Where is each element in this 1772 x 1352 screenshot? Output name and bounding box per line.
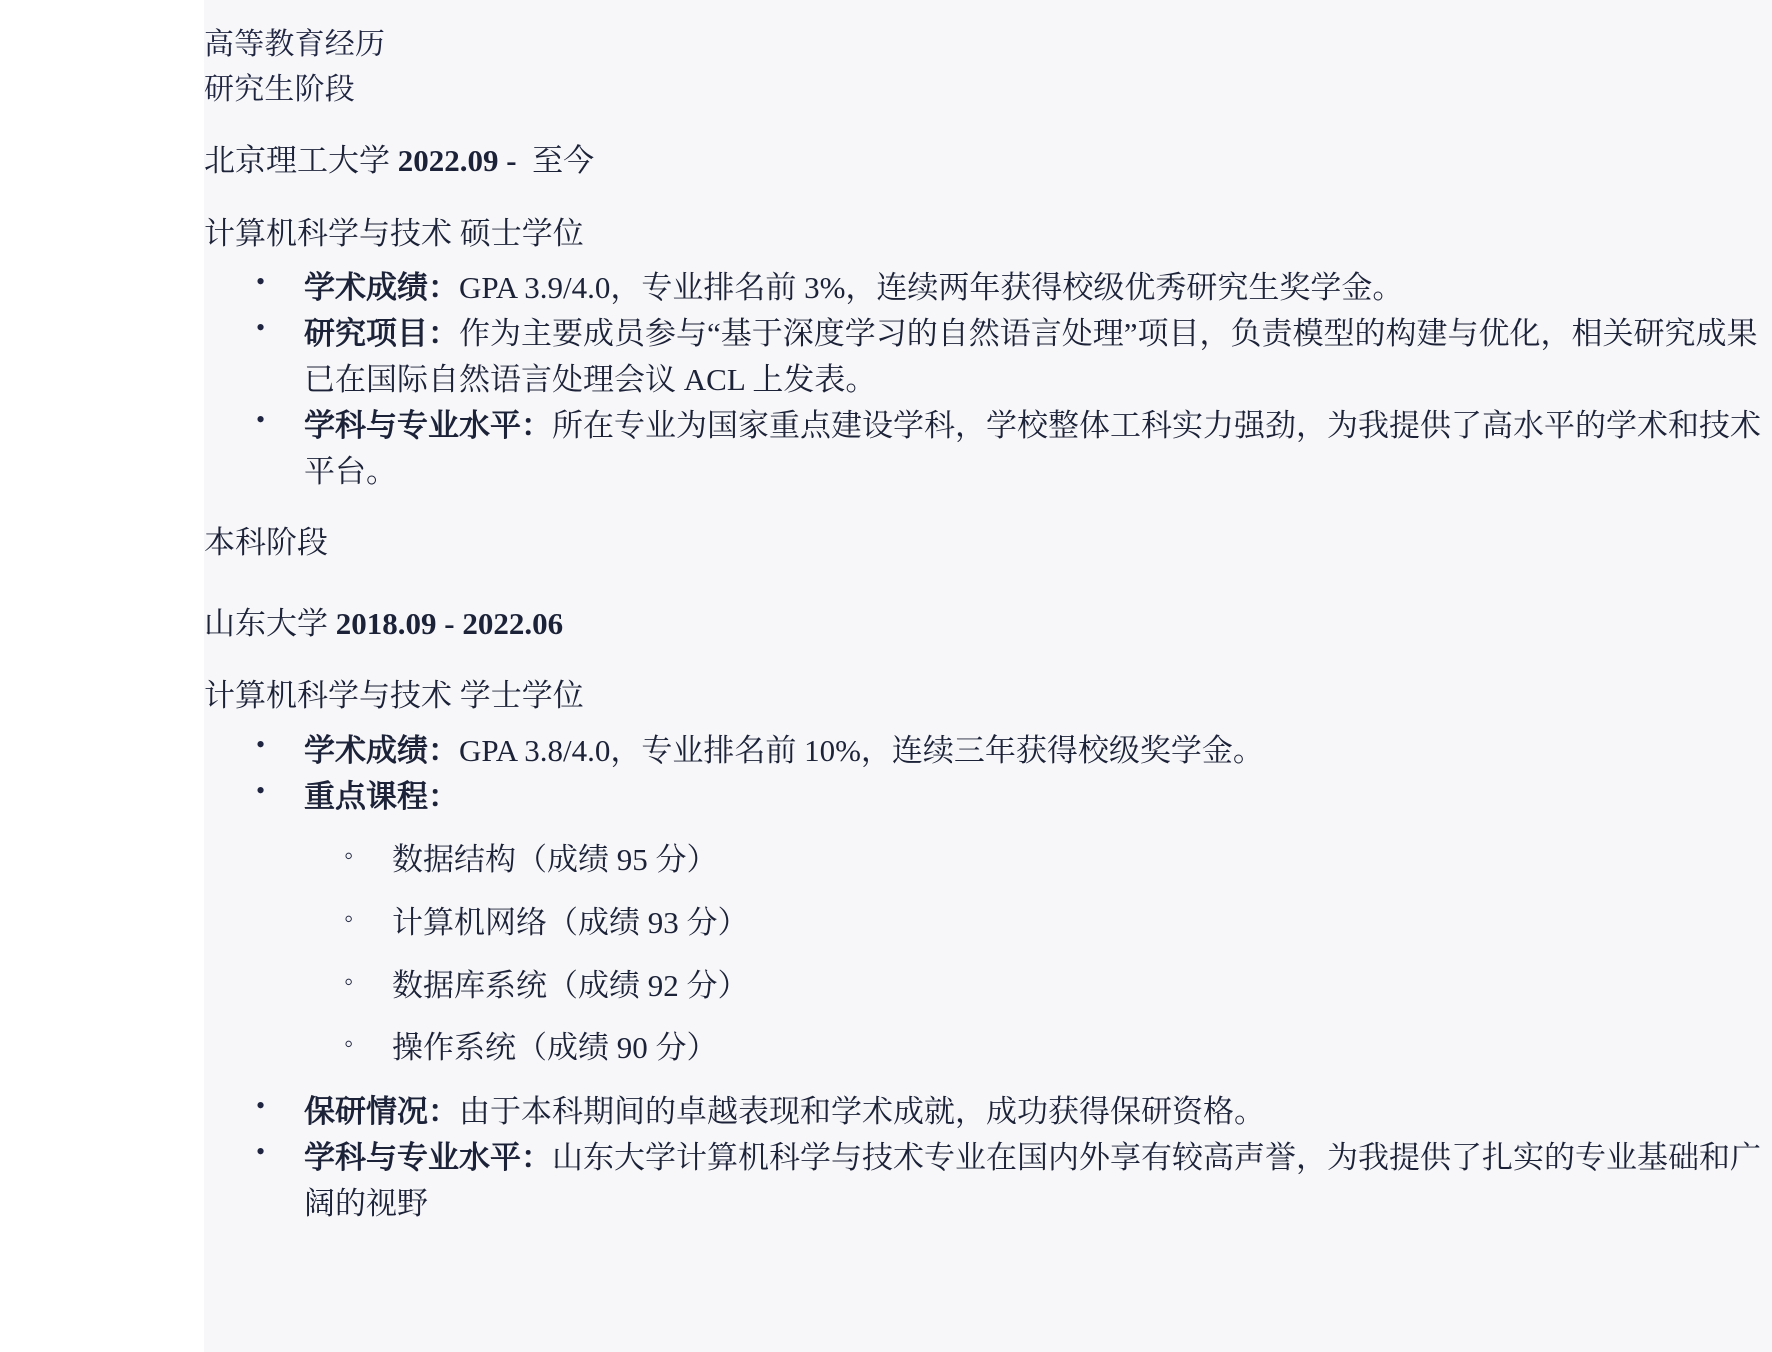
undergraduate-major-line: 计算机科学与技术 学士学位 — [204, 678, 584, 714]
bullet-label: 学科与专业水平： — [304, 407, 552, 443]
graduate-date-tail: 至今 — [532, 143, 595, 178]
bullet-text: GPA 3.8/4.0，专业排名前 10%，连续三年获得校级奖学金。 — [459, 732, 1264, 768]
list-item — [204, 1089, 1772, 1135]
undergraduate-bullet-list — [204, 728, 1772, 1227]
list-item: ◦ 计算机网络（成绩 93 分） — [304, 901, 1772, 946]
document-content — [204, 0, 1772, 1227]
bullet-label: 研究项目： — [304, 315, 459, 351]
list-item: ◦ 数据库系统（成绩 92 分） — [304, 964, 1772, 1009]
bullet-text: 由于本科期间的卓越表现和学术成就，成功获得保研资格。 — [459, 1094, 1265, 1130]
list-item: ◦ 数据结构（成绩 95 分） — [304, 838, 1772, 883]
bullet-label: 重点课程： — [304, 778, 459, 814]
list-item — [204, 774, 1772, 1090]
bullet-text: 作为主要成员参与“基于深度学习的自然语言处理”项目，负责模型的构建与优化，相关研究成果已在国际自然语言处理会议 ACL 上发表。 — [304, 315, 1758, 397]
graduate-school-line — [204, 138, 1772, 185]
document-paper — [204, 0, 1772, 1352]
bullet-label: 保研情况： — [304, 1094, 459, 1130]
undergraduate-school-line — [204, 601, 1772, 648]
bullet-text: 所在专业为国家重点建设学科，学校整体工科实力强劲，为我提供了高水平的学术和技术平台。 — [304, 407, 1761, 489]
bullet-label: 学术成绩： — [304, 270, 459, 305]
graduate-stage-label: 研究生阶段 — [204, 73, 355, 106]
course-sublist-wrap — [304, 838, 1772, 1072]
graduate-major-line: 计算机科学与技术 硕士学位 — [204, 215, 584, 251]
undergraduate-school-name: 山东大学 — [204, 605, 328, 641]
graduate-bullet-list — [204, 265, 1772, 494]
list-item: ◦ 操作系统（成绩 90 分） — [304, 1026, 1772, 1071]
bullet-text: GPA 3.9/4.0，专业排名前 3%，连续两年获得校级优秀研究生奖学金。 — [459, 270, 1404, 305]
undergraduate-date-range: 2018.09 - 2022.06 — [335, 605, 564, 641]
list-item — [204, 265, 1772, 311]
bullet-label: 学术成绩： — [304, 732, 459, 768]
section-title: 高等教育经历 — [204, 28, 386, 61]
list-item — [204, 728, 1772, 774]
list-item — [204, 1135, 1772, 1227]
bullet-label: 学科与专业水平： — [304, 1140, 552, 1176]
course-sublist — [304, 838, 1772, 1072]
graduate-school-name: 北京理工大学 — [204, 143, 390, 178]
list-item — [204, 311, 1772, 403]
list-item — [204, 403, 1772, 495]
graduate-date-range: 2022.09 - — [397, 143, 517, 178]
bullet-text: 山东大学计算机科学与技术专业在国内外享有较高声誉，为我提供了扎实的专业基础和广阔的视野 — [304, 1140, 1761, 1222]
undergraduate-stage-label: 本科阶段 — [204, 525, 328, 561]
